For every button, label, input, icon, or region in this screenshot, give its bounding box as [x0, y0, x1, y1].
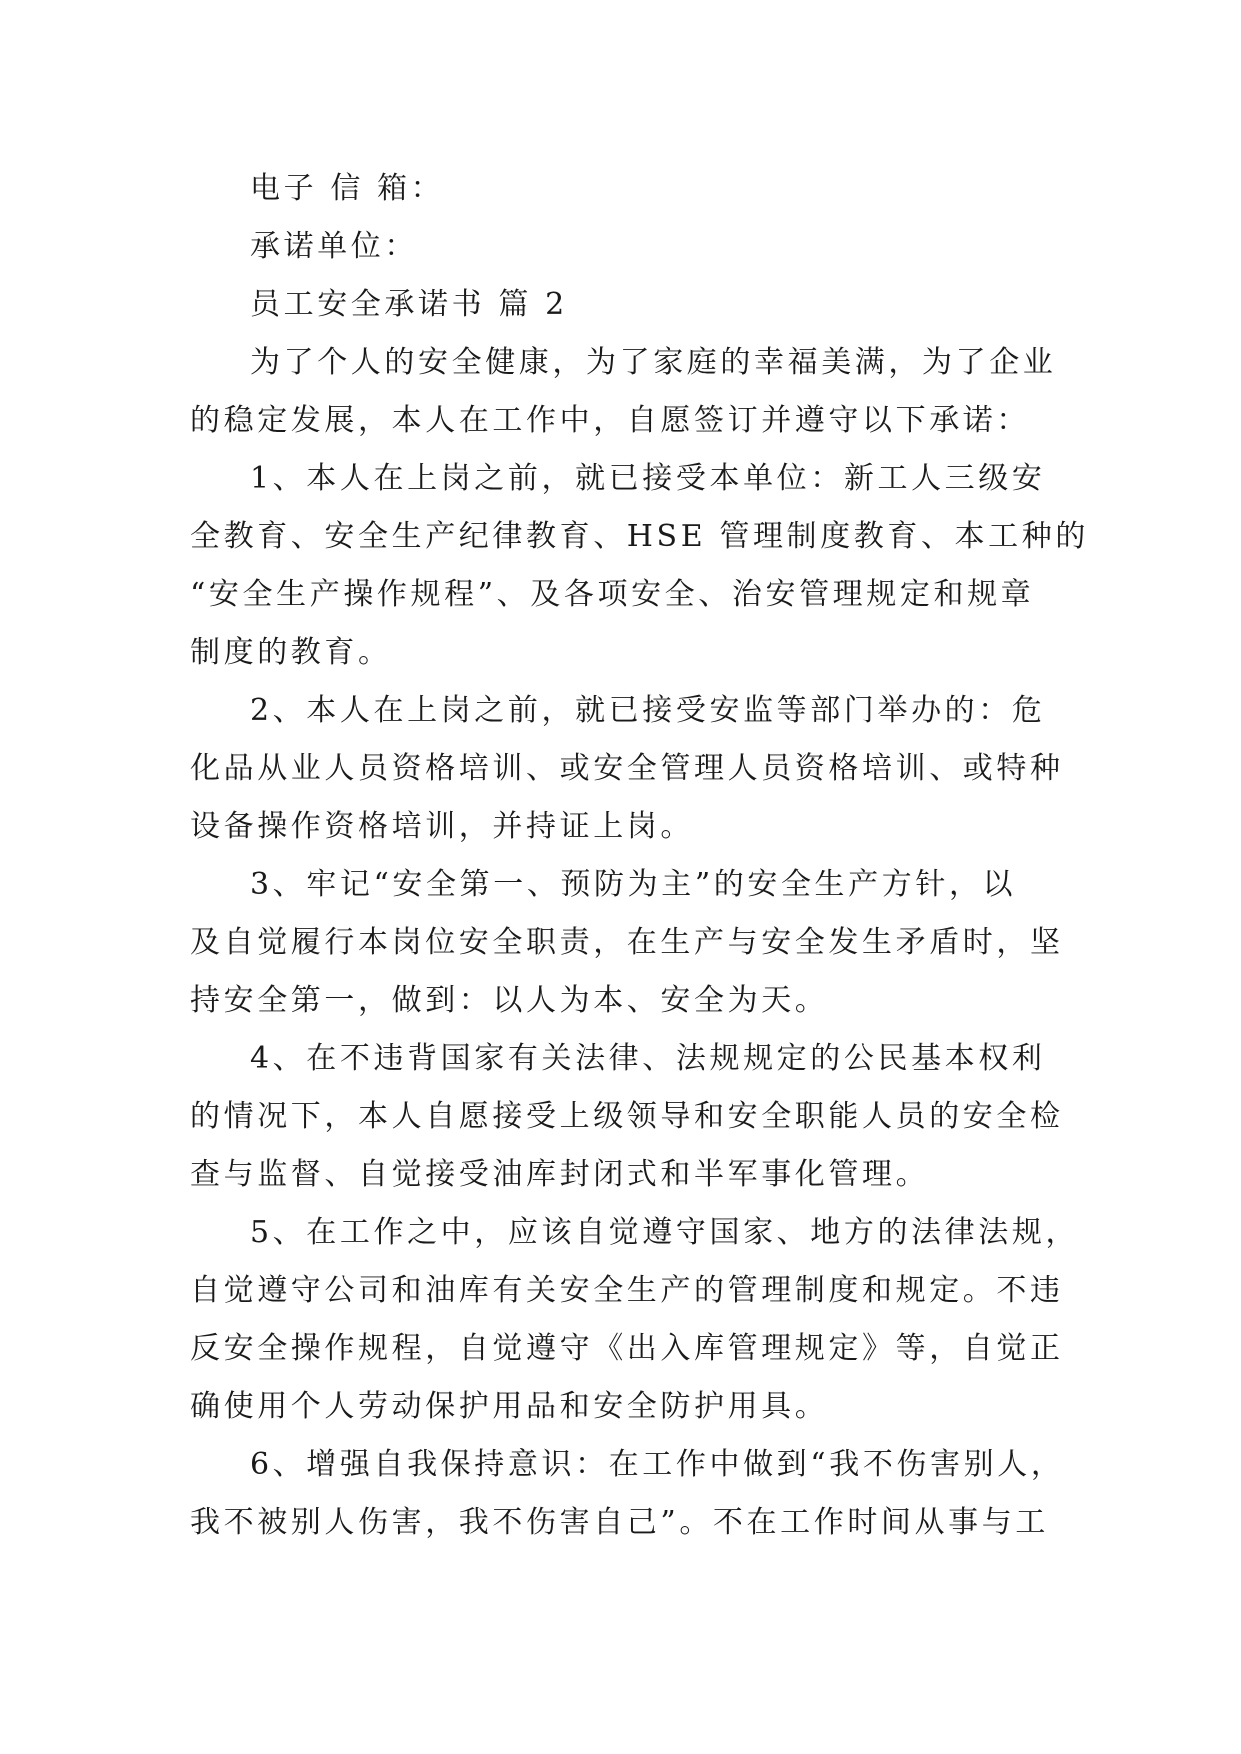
paragraph-line: 持安全第一，做到：以人为本、安全为天。	[190, 983, 829, 1018]
paragraph-line: 设备操作资格培训，并持证上岗。	[190, 809, 694, 844]
paragraph-line: 自觉遵守公司和油库有关安全生产的管理制度和规定。不违	[190, 1273, 1064, 1308]
unit-line: 承诺单位：	[250, 229, 418, 264]
paragraph-line: 3、牢记“安全第一、预防为主”的安全生产方针，以	[250, 867, 1017, 902]
paragraph-line: 的情况下，本人自愿接受上级领导和安全职能人员的安全检	[190, 1099, 1064, 1134]
paragraph-line: 反安全操作规程，自觉遵守《出入库管理规定》等，自觉正	[190, 1331, 1064, 1366]
paragraph-line: 的稳定发展，本人在工作中，自愿签订并遵守以下承诺：	[190, 403, 1030, 438]
paragraph-line: 查与监督、自觉接受油库封闭式和半军事化管理。	[190, 1157, 930, 1192]
paragraph-line: “安全生产操作规程”、及各项安全、治安管理规定和规章	[190, 577, 1035, 612]
paragraph-line: 化品从业人员资格培训、或安全管理人员资格培训、或特种	[190, 751, 1064, 786]
paragraph-line: 我不被别人伤害，我不伤害自己”。不在工作时间从事与工	[190, 1505, 1049, 1540]
paragraph-line: 2、本人在上岗之前，就已接受安监等部门举办的：危	[250, 693, 1046, 728]
paragraph-line: 确使用个人劳动保护用品和安全防护用具。	[190, 1389, 829, 1424]
section-heading: 员工安全承诺书 篇 2	[250, 287, 568, 322]
paragraph-line: 全教育、安全生产纪律教育、HSE 管理制度教育、本工种的	[190, 519, 1089, 554]
email-line: 电子 信 箱：	[250, 171, 445, 206]
paragraph-line: 4、在不违背国家有关法律、法规规定的公民基本权利	[250, 1041, 1046, 1076]
paragraph-line: 1、本人在上岗之前，就已接受本单位：新工人三级安	[250, 461, 1046, 496]
paragraph-line: 为了个人的安全健康，为了家庭的幸福美满，为了企业	[250, 345, 1057, 380]
paragraph-line: 及自觉履行本岗位安全职责，在生产与安全发生矛盾时，坚	[190, 925, 1064, 960]
paragraph-line: 5、在工作之中，应该自觉遵守国家、地方的法律法规，	[250, 1215, 1080, 1250]
paragraph-line: 6、增强自我保持意识：在工作中做到“我不伤害别人，	[250, 1447, 1065, 1482]
document-body	[190, 160, 1089, 1552]
paragraph-line: 制度的教育。	[190, 635, 392, 670]
